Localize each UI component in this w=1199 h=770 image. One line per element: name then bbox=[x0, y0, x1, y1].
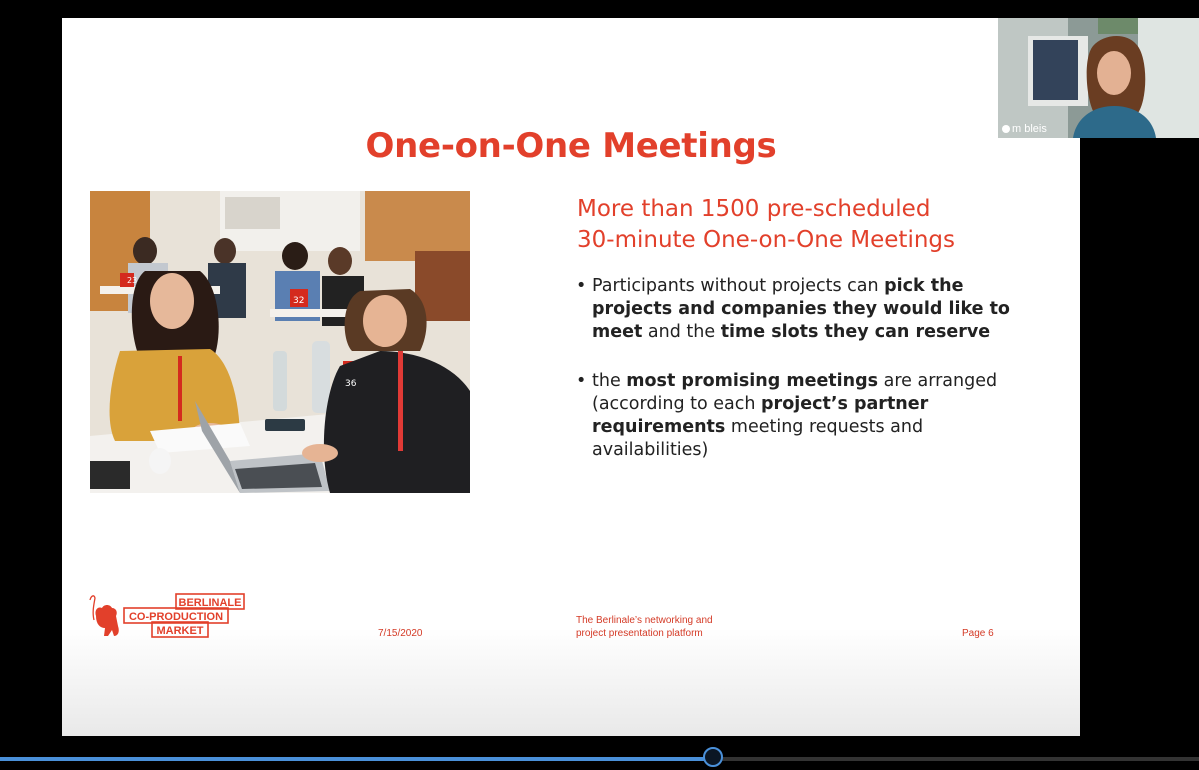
video-progress-bar[interactable] bbox=[0, 757, 1199, 761]
bullet-emphasis: time slots they can reserve bbox=[720, 322, 991, 342]
progress-fill bbox=[0, 757, 713, 761]
webcam-video-tile[interactable] bbox=[998, 18, 1199, 138]
logo-text-market: MARKET bbox=[156, 625, 204, 637]
participant-status-icon bbox=[1002, 125, 1010, 133]
bullet-text: the bbox=[592, 371, 627, 391]
participant-video-icon bbox=[998, 18, 1199, 138]
logo-text-coproduction: CO-PRODUCTION bbox=[128, 611, 224, 623]
tagline-line: project presentation platform bbox=[576, 628, 703, 639]
logo-text-berlinale: BERLINALE bbox=[178, 597, 242, 609]
bullet-item bbox=[574, 370, 1044, 462]
table-number: 23 bbox=[127, 276, 138, 285]
bullet-emphasis: most promising meetings bbox=[626, 371, 879, 391]
page-number: Page 6 bbox=[962, 628, 994, 639]
bullet-text: meeting requests and availabilities) bbox=[592, 417, 924, 460]
subtitle-line: 30-minute One-on-One Meetings bbox=[577, 227, 955, 253]
meeting-photo bbox=[90, 191, 470, 493]
slide-tagline bbox=[576, 614, 713, 640]
meeting-photo-illustration bbox=[90, 191, 470, 493]
participant-name-label bbox=[1002, 123, 1047, 135]
slide-title: One-on-One Meetings bbox=[365, 126, 777, 166]
bear-logo-icon bbox=[88, 588, 248, 644]
table-number: 36 bbox=[345, 379, 357, 389]
bullet-emphasis: project’s partner requirements bbox=[592, 394, 929, 437]
subtitle-line: More than 1500 pre-scheduled bbox=[577, 196, 931, 222]
scrubber-handle[interactable] bbox=[703, 747, 723, 767]
berlinale-logo bbox=[88, 588, 248, 644]
bullet-item bbox=[574, 275, 1044, 344]
bullet-text: are arranged (according to each bbox=[592, 371, 998, 414]
bullet-emphasis: pick the projects and companies they would like to meet bbox=[592, 276, 1010, 342]
presentation-slide bbox=[62, 18, 1080, 736]
slide-date: 7/15/2020 bbox=[378, 628, 423, 639]
bullet-text: Participants without projects can bbox=[592, 276, 885, 296]
slide-subtitle bbox=[577, 194, 1037, 256]
bullet-list bbox=[574, 275, 1044, 488]
participant-name: m bleis bbox=[1012, 123, 1047, 135]
table-number: 32 bbox=[293, 296, 305, 306]
bullet-text: and the bbox=[642, 322, 721, 342]
tagline-line: The Berlinale’s networking and bbox=[576, 615, 713, 626]
